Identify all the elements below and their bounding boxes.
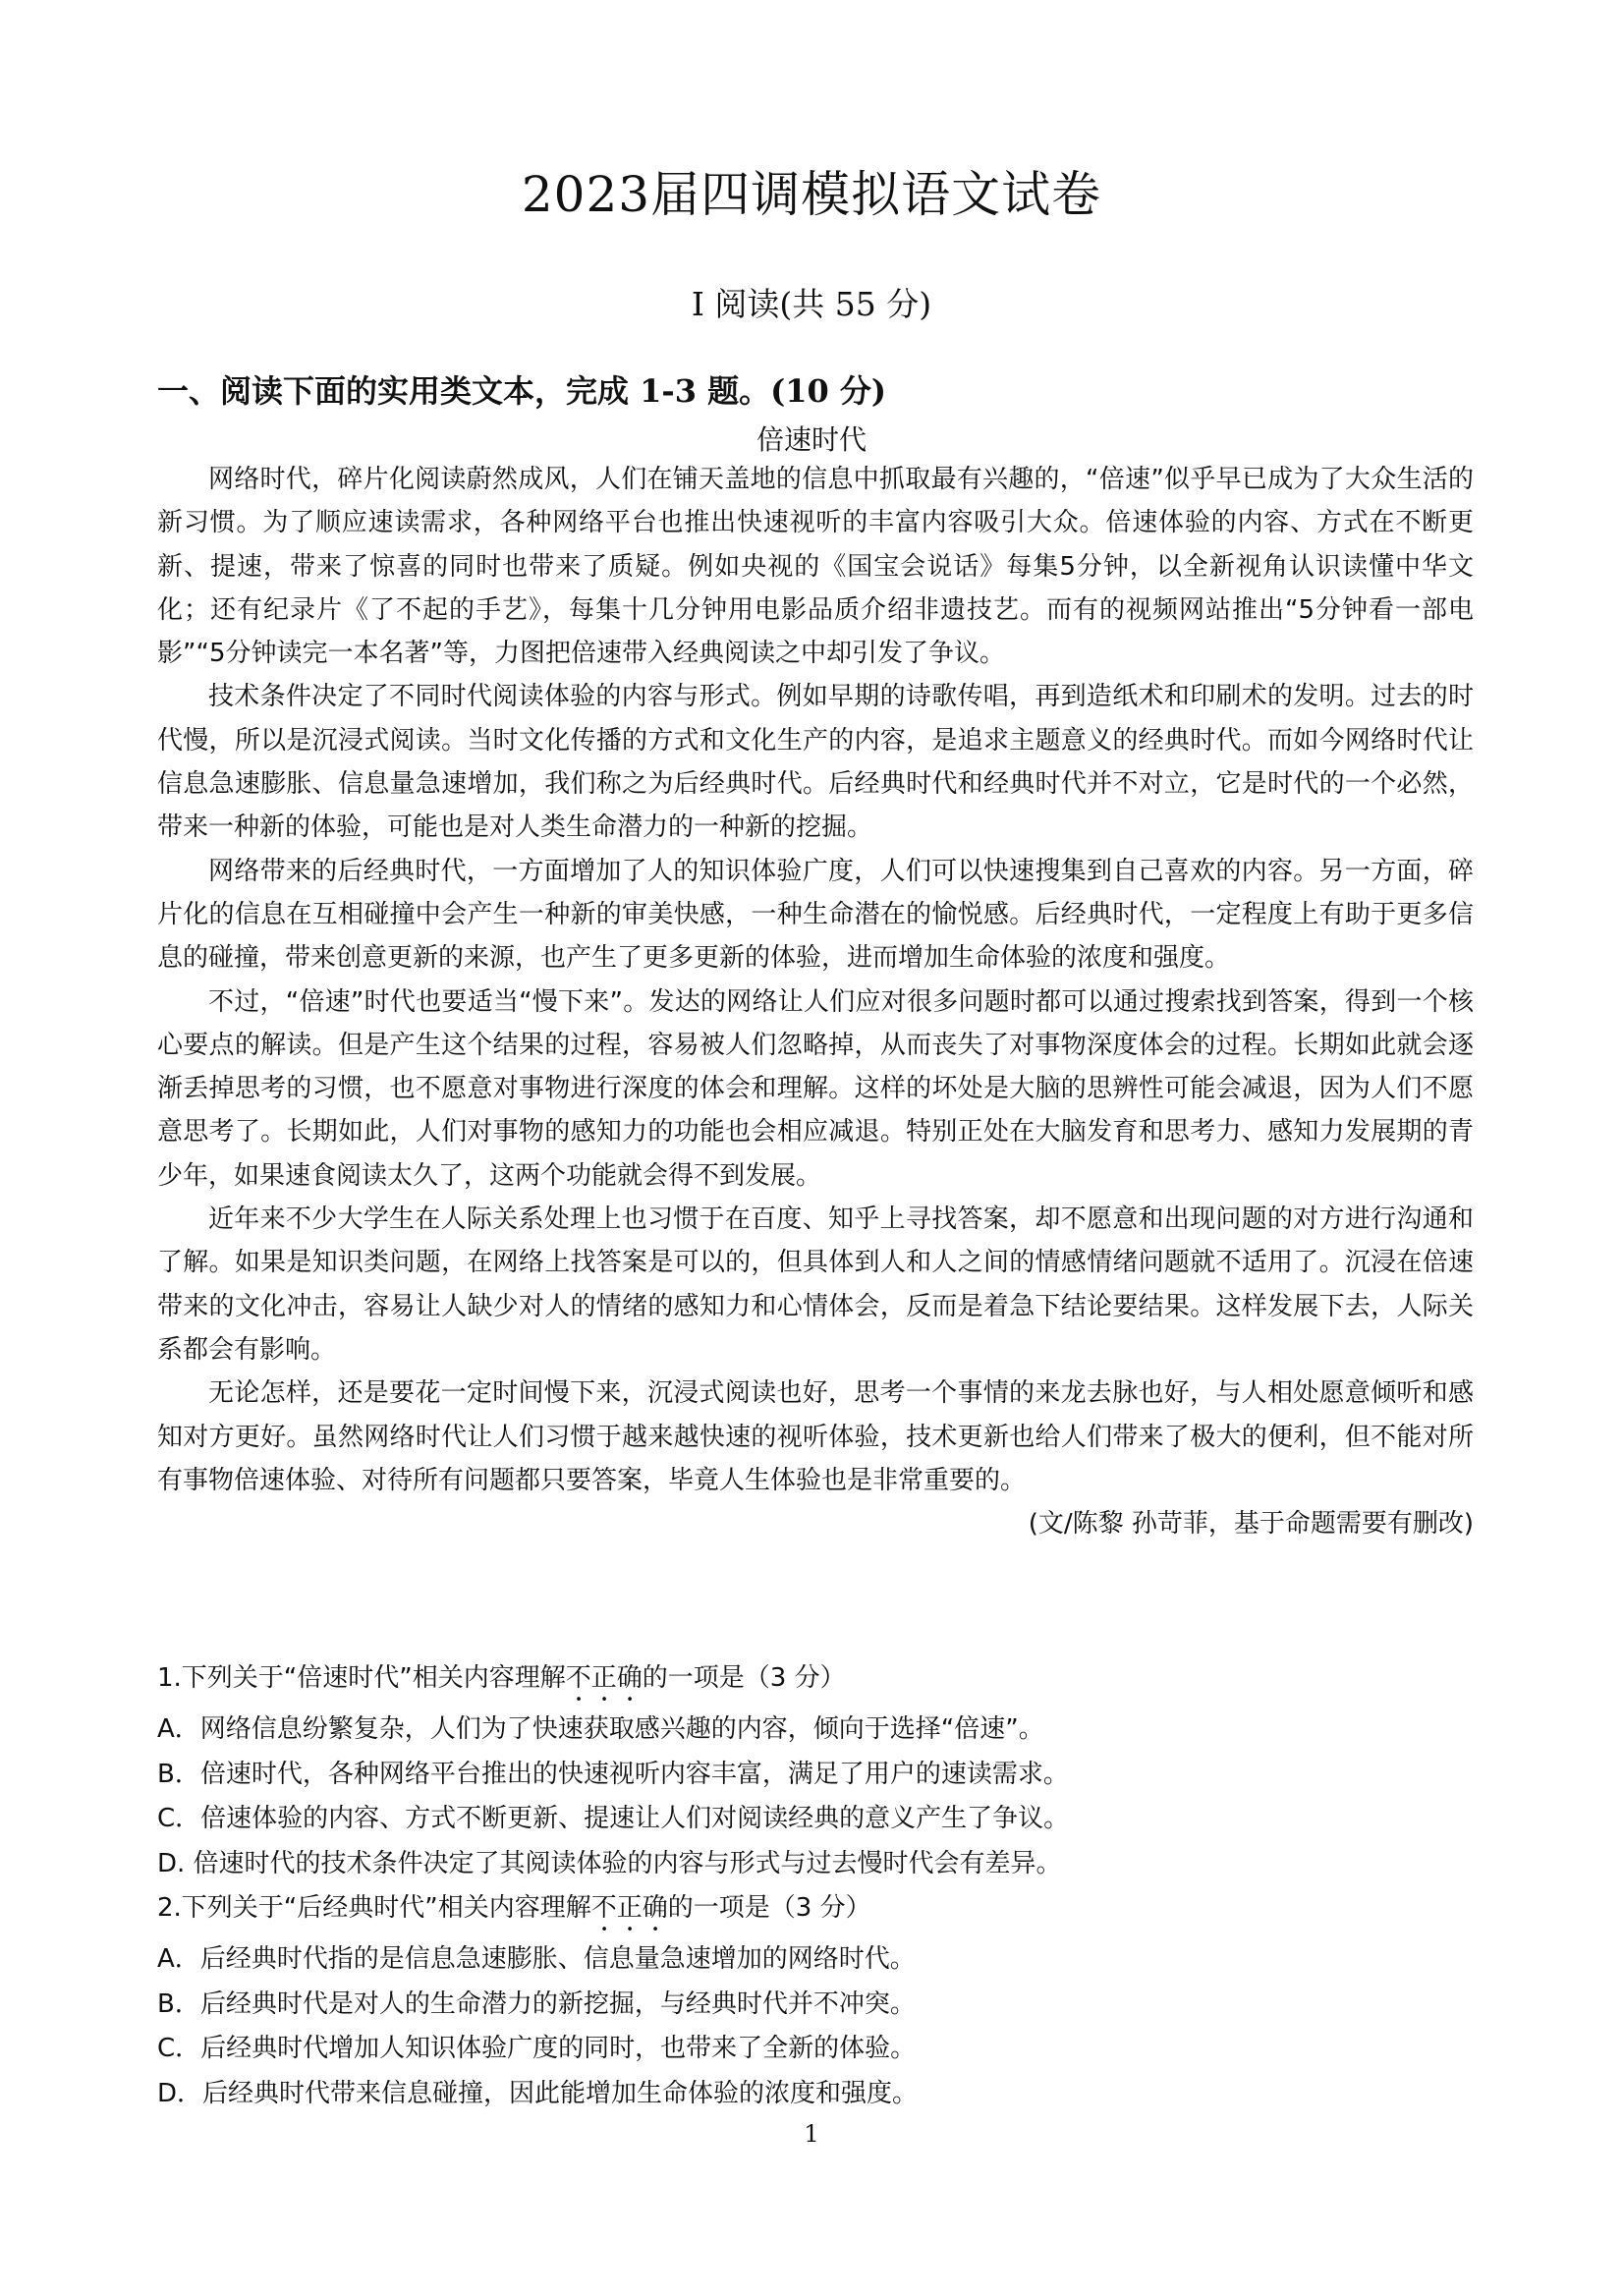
questions-block — [157, 1656, 1474, 2116]
part-heading: 一、阅读下面的实用类文本，完成 1-3 题。(10 分) — [157, 372, 887, 410]
question-stem-text: 的一项是（3 分） — [667, 1893, 871, 1923]
answer-option: A．网络信息纷繁复杂，人们为了快速获取感兴趣的内容，倾向于选择“倍速”。 — [157, 1714, 1044, 1744]
answer-option: C．后经典时代增加人知识体验广度的同时，也带来了全新的体验。 — [157, 2034, 917, 2063]
article-source: (文/陈黎 孙苛菲，基于命题需要有删改) — [1028, 1509, 1474, 1540]
question-stem-text: 的一项是（3 分） — [642, 1663, 846, 1693]
answer-option: D．后经典时代带来信息碰撞，因此能增加生命体验的浓度和强度。 — [157, 2078, 919, 2108]
answer-option: D. 倍速时代的技术条件决定了其阅读体验的内容与形式与过去慢时代会有差异。 — [157, 1848, 1062, 1878]
article-title: 倍速时代 — [756, 423, 867, 456]
answer-option: B．后经典时代是对人的生命潜力的新挖掘，与经典时代并不冲突。 — [157, 1988, 916, 2019]
emphasized-word: 不正确 — [565, 1663, 643, 1693]
emphasized-word: 不正确 — [590, 1893, 668, 1923]
article-paragraph: 近年来不少大学生在人际关系处理上也习惯于在百度、知乎上寻找答案，却不愿意和出现问题的对方进行沟通和了解。如果是知识类问题，在网络上找答案是可以的，但具体到人和人之间的情感情绪问题就不适用了。沉浸在倍速带来的文化冲击，容易让人缺少对人的情绪的感知力和心情体会，反而是着急下结论要结果。这样发展下去，人际关系都会有影响。 — [157, 1204, 1474, 1365]
article-paragraph: 技术条件决定了不同时代阅读体验的内容与形式。例如早期的诗歌传唱，再到造纸术和印刷术的发明。过去的时代慢，所以是沉浸式阅读。当时文化传播的方式和文化生产的内容，是追求主题意义的经典时代。而如今网络时代让信息急速膨胀、信息量急速增加，我们称之为后经典时代。后经典时代和经典时代并不对立，它是时代的一个必然，带来一种新的体验，可能也是对人类生命潜力的一种新的挖掘。 — [157, 682, 1474, 843]
article-body — [157, 458, 1474, 1545]
question-stem-text: 2.下列关于“后经典时代”相关内容理解 — [157, 1893, 591, 1923]
section-title: Ⅰ 阅读(共 55 分) — [691, 285, 932, 323]
answer-option: C．倍速体验的内容、方式不断更新、提速让人们对阅读经典的意义产生了争议。 — [157, 1804, 1070, 1833]
exam-title: 2023届四调模拟语文试卷 — [521, 166, 1102, 223]
question-stem — [157, 1886, 1474, 1937]
question-stem — [157, 1656, 1474, 1708]
page-number: 1 — [804, 2120, 819, 2148]
answer-option: A．后经典时代指的是信息急速膨胀、信息量急速增加的网络时代。 — [157, 1944, 916, 1974]
answer-option: B．倍速时代，各种网络平台推出的快速视听内容丰富，满足了用户的速读需求。 — [157, 1759, 1069, 1789]
article-paragraph: 网络带来的后经典时代，一方面增加了人的知识体验广度，人们可以快速搜集到自己喜欢的内容。另一方面，碎片化的信息在互相碰撞中会产生一种新的审美快感，一种生命潜在的愉悦感。后经典时代，一定程度上有助于更多信息的碰撞，带来创意更新的来源，也产生了更多更新的体验，进而增加生命体验的浓度和强度。 — [157, 856, 1474, 974]
article-paragraph: 不过，“倍速”时代也要适当“慢下来”。发达的网络让人们应对很多问题时都可以通过搜索找到答案，得到一个核心要点的解读。但是产生这个结果的过程，容易被人们忽略掉，从而丧失了对事物深度体会的过程。长期如此就会逐渐丢掉思考的习惯，也不愿意对事物进行深度的体会和理解。这样的坏处是大脑的思辨性可能会减退，因为人们不愿意思考了。长期如此，人们对事物的感知力的功能也会相应减退。特别正处在大脑发育和思考力、感知力发展期的青少年，如果速食阅读太久了，这两个功能就会得不到发展。 — [157, 986, 1474, 1191]
question-stem-text: 1.下列关于“倍速时代”相关内容理解 — [157, 1663, 566, 1693]
article-paragraph: 网络时代，碎片化阅读蔚然成风，人们在铺天盖地的信息中抓取最有兴趣的，“倍速”似乎早已成为了大众生活的新习惯。为了顺应速读需求，各种网络平台也推出快速视听的丰富内容吸引大众。倍速体验的内容、方式在不断更新、提速，带来了惊喜的同时也带来了质疑。例如央视的《国宝会说话》每集5分钟，以全新视角认识读懂中华文化；还有纪录片《了不起的手艺》，每集十几分钟用电影品质介绍非遗技艺。而有的视频网站推出“5分钟看一部电影”“5分钟读完一本名著”等，力图把倍速带入经典阅读之中却引发了争议。 — [157, 465, 1474, 669]
article-paragraph: 无论怎样，还是要花一定时间慢下来，沉浸式阅读也好，思考一个事情的来龙去脉也好，与人相处愿意倾听和感知对方更好。虽然网络时代让人们习惯于越来越快速的视听体验，技术更新也给人们带来了极大的便利，但不能对所有事物倍速体验、对待所有问题都只要答案，毕竟人生体验也是非常重要的。 — [157, 1378, 1474, 1495]
